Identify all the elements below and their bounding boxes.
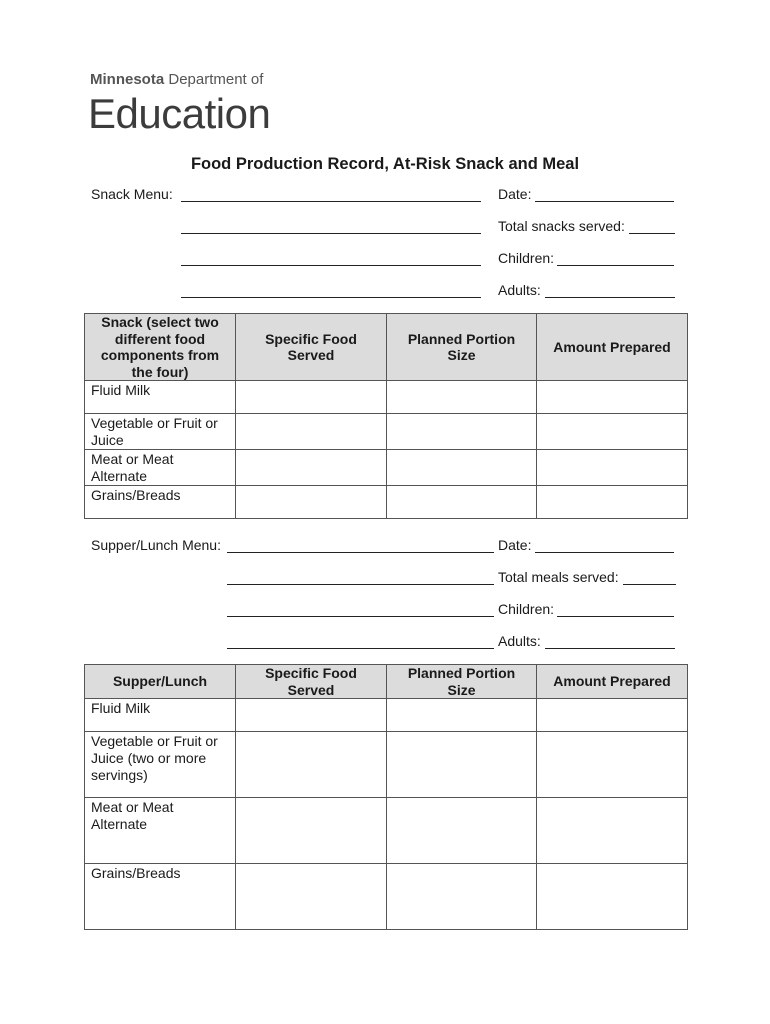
snack-adults-field[interactable] <box>545 297 675 298</box>
snack-children-field[interactable] <box>557 265 674 266</box>
snack-menu-line-2[interactable] <box>181 233 481 234</box>
meal-menu-line-2[interactable] <box>227 584 494 585</box>
meal-row-label: Vegetable or Fruit or Juice (two or more servings) <box>85 732 236 798</box>
logo-dept: Department of <box>168 71 264 88</box>
meal-amount-cell[interactable] <box>537 798 688 864</box>
page-title: Food Production Record, At-Risk Snack and Meal <box>190 155 580 173</box>
snack-col-header-portion: Planned Portion Size <box>387 314 537 381</box>
meal-col-header-amount: Amount Prepared <box>537 665 688 699</box>
meal-portion-cell[interactable] <box>387 864 537 930</box>
meal-portion-cell[interactable] <box>387 798 537 864</box>
meal-menu-line-4[interactable] <box>227 648 494 649</box>
meal-food-cell[interactable] <box>236 798 387 864</box>
meal-date-field[interactable] <box>535 552 674 553</box>
meal-col-header-component: Supper/Lunch <box>85 665 236 699</box>
snack-food-cell[interactable] <box>236 414 387 450</box>
snack-total-label: Total snacks served: <box>498 218 625 234</box>
meal-total-label: Total meals served: <box>498 569 619 585</box>
meal-portion-cell[interactable] <box>387 732 537 798</box>
snack-total-field[interactable] <box>629 233 675 234</box>
meal-children-label: Children: <box>498 601 555 617</box>
meal-adults-label: Adults: <box>498 633 541 649</box>
snack-portion-cell[interactable] <box>387 486 537 519</box>
logo-education: Education <box>88 90 271 137</box>
snack-food-cell[interactable] <box>236 450 387 486</box>
snack-children-label: Children: <box>498 250 555 266</box>
meal-food-cell[interactable] <box>236 864 387 930</box>
snack-amount-cell[interactable] <box>537 414 688 450</box>
meal-adults-field[interactable] <box>545 648 675 649</box>
meal-portion-cell[interactable] <box>387 699 537 732</box>
snack-adults-label: Adults: <box>498 282 541 298</box>
snack-portion-cell[interactable] <box>387 450 537 486</box>
meal-amount-cell[interactable] <box>537 732 688 798</box>
table-row <box>85 864 688 930</box>
logo-state: Minnesota <box>90 71 165 88</box>
meal-row-label: Meat or Meat Alternate <box>85 798 236 864</box>
snack-table <box>84 313 688 519</box>
table-row <box>85 450 688 486</box>
snack-date-field[interactable] <box>535 201 674 202</box>
snack-date-label: Date: <box>498 186 532 202</box>
meal-date-label: Date: <box>498 537 532 553</box>
snack-row-label: Vegetable or Fruit or Juice <box>85 414 236 450</box>
meal-menu-label: Supper/Lunch Menu: <box>91 537 221 553</box>
table-row <box>85 414 688 450</box>
snack-food-cell[interactable] <box>236 381 387 414</box>
table-row <box>85 732 688 798</box>
meal-amount-cell[interactable] <box>537 699 688 732</box>
snack-amount-cell[interactable] <box>537 486 688 519</box>
table-row <box>85 381 688 414</box>
meal-row-label: Grains/Breads <box>85 864 236 930</box>
snack-row-label: Grains/Breads <box>85 486 236 519</box>
meal-row-label: Fluid Milk <box>85 699 236 732</box>
meal-menu-line-1[interactable] <box>227 552 494 553</box>
meal-col-header-food: Specific Food Served <box>236 665 387 699</box>
meal-menu-line-3[interactable] <box>227 616 494 617</box>
snack-row-label: Fluid Milk <box>85 381 236 414</box>
table-row <box>85 798 688 864</box>
snack-menu-label: Snack Menu: <box>91 186 173 202</box>
snack-portion-cell[interactable] <box>387 414 537 450</box>
snack-food-cell[interactable] <box>236 486 387 519</box>
snack-row-label: Meat or Meat Alternate <box>85 450 236 486</box>
table-row <box>85 699 688 732</box>
snack-menu-line-1[interactable] <box>181 201 481 202</box>
table-row <box>85 486 688 519</box>
meal-children-field[interactable] <box>557 616 674 617</box>
snack-amount-cell[interactable] <box>537 450 688 486</box>
snack-amount-cell[interactable] <box>537 381 688 414</box>
meal-food-cell[interactable] <box>236 699 387 732</box>
snack-col-header-food: Specific Food Served <box>236 314 387 381</box>
snack-menu-line-4[interactable] <box>181 297 481 298</box>
meal-table <box>84 664 688 930</box>
meal-food-cell[interactable] <box>236 732 387 798</box>
snack-menu-line-3[interactable] <box>181 265 481 266</box>
snack-portion-cell[interactable] <box>387 381 537 414</box>
snack-col-header-amount: Amount Prepared <box>537 314 688 381</box>
logo-line1 <box>90 71 263 88</box>
meal-col-header-portion: Planned Portion Size <box>387 665 537 699</box>
meal-total-field[interactable] <box>623 584 676 585</box>
meal-amount-cell[interactable] <box>537 864 688 930</box>
snack-col-header-component: Snack (select two different food components from the four) <box>85 314 236 381</box>
